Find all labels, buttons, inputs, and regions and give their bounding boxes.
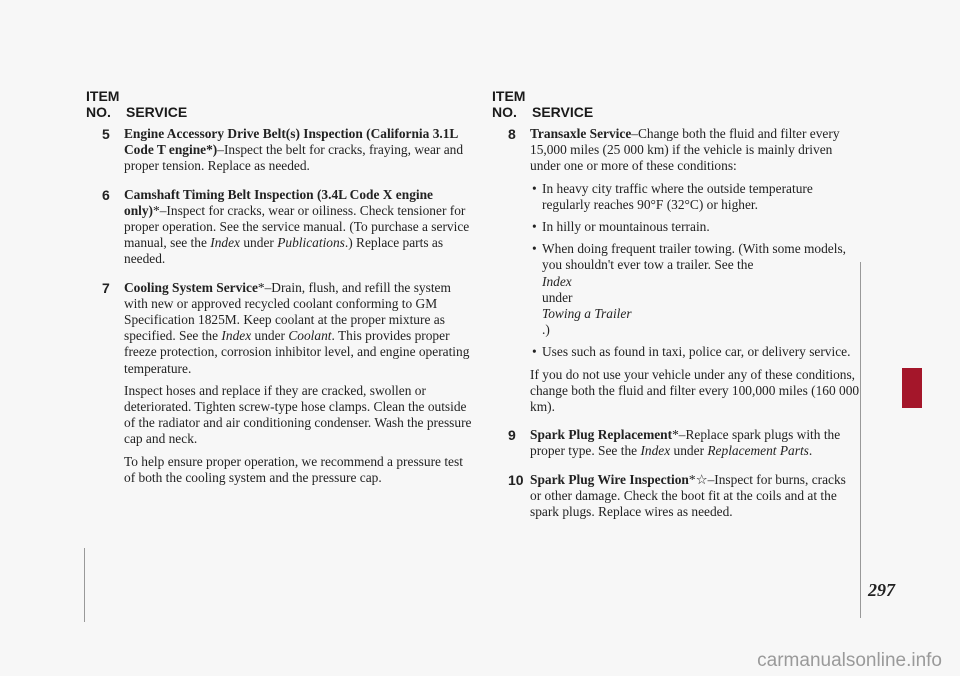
item-number: 9 (508, 427, 516, 444)
service-entry-8 (490, 126, 860, 421)
section-tab-marker (902, 368, 922, 408)
item-header: ITEM (86, 88, 120, 104)
index-ref: Index (210, 235, 241, 251)
entry-title: Engine Accessory Drive Belt(s) Inspection (California 3.1L Code T engine*) (124, 126, 458, 158)
service-entry-9 (490, 427, 860, 465)
list-item (530, 219, 860, 235)
entry-text: *–Inspect for cracks, wear or oiliness. Check tensioner for proper operation. See the service manual. (To purchase a service manual, see the (124, 202, 470, 251)
item-header: ITEM (492, 88, 526, 104)
entry-text: *–Drain, flush, and refill the system with new or approved recycled coolant conforming to GM Specification 1825M. Keep coolant at the proper mixture as specified. See the (124, 279, 451, 344)
entry-text: . (808, 443, 813, 459)
entry-text: –Change both the fluid and filter every 15,000 miles (25 000 km) if the vehicle is mainly driven under one or more of these conditions: (530, 126, 840, 174)
index-topic: Publications (277, 235, 345, 251)
item-number: 5 (102, 126, 110, 142)
index-ref: Index (221, 328, 252, 344)
service-entry-5 (84, 126, 474, 181)
service-header: SERVICE (126, 104, 188, 120)
entry-title: Cooling System Service (124, 279, 258, 295)
left-column (84, 88, 474, 492)
index-topic: Replacement Parts (707, 443, 809, 459)
index-topic: Towing a Trailer (542, 306, 632, 322)
list-item-text: • When doing frequent trailer towing. (With some models, you shouldn't ever tow a trailer. See the (542, 241, 847, 273)
list-item-text: • Uses such as found in taxi, police car, or delivery service. (542, 344, 851, 360)
entry-text: .) Replace parts as needed. (124, 235, 444, 267)
entry-text: *☆–Inspect for burns, cracks or other damage. Check the boot fit at the coils and at the spark plugs. Replace wires as needed. (530, 471, 846, 520)
entry-title: Spark Plug Wire Inspection (530, 471, 689, 487)
entry-paragraph: If you do not use your vehicle under any of these conditions, change both the fluid and filter every 100,000 miles (160 000 km). (530, 366, 860, 415)
service-entry-7 (84, 280, 474, 492)
list-item-text: • In heavy city traffic where the outside temperature regularly reaches 90°F (32°C) or higher. (542, 180, 813, 212)
entry-text: . This provides proper freeze protection, corrosion inhibitor level, and engine operating temperature. (124, 328, 470, 376)
vertical-rule (860, 262, 861, 618)
list-item (530, 181, 860, 213)
conditions-list (530, 181, 860, 361)
list-item-text: .) (542, 322, 550, 338)
right-column (490, 88, 860, 526)
entry-text: under (240, 235, 278, 251)
entry-text: *–Replace spark plugs with the proper type. See the (530, 427, 841, 459)
item-number: 8 (508, 126, 516, 142)
watermark: carmanualsonline.info (757, 650, 942, 671)
column-header-row (490, 104, 860, 120)
service-header: SERVICE (532, 104, 594, 120)
entry-title: Camshaft Timing Belt Inspection (3.4L Code X engine only) (124, 186, 434, 218)
list-item-text: under (542, 289, 573, 305)
column-header-row (84, 104, 474, 120)
list-item (530, 344, 860, 360)
entry-title: Spark Plug Replacement (530, 427, 673, 443)
service-entry-6 (84, 187, 474, 274)
item-number: 6 (102, 186, 110, 203)
no-header: NO. (492, 104, 517, 120)
entry-text: –Inspect the belt for cracks, fraying, wear and proper tension. Replace as needed. (124, 142, 464, 174)
index-ref: Index (640, 443, 671, 459)
entry-title: Transaxle Service (530, 126, 632, 141)
vertical-rule (84, 548, 85, 622)
entry-text: under (251, 328, 289, 344)
item-number: 10 (508, 471, 524, 488)
list-item (530, 241, 860, 338)
index-ref: Index (542, 273, 572, 289)
no-header: NO. (86, 104, 111, 120)
list-item-text: • In hilly or mountainous terrain. (542, 219, 710, 235)
index-topic: Coolant (288, 328, 332, 344)
page-number: 297 (868, 580, 895, 600)
entry-paragraph: To help ensure proper operation, we recommend a pressure test of both the cooling system and the pressure cap. (124, 453, 463, 485)
service-entry-10 (490, 472, 860, 527)
item-number: 7 (102, 279, 110, 296)
entry-paragraph: Inspect hoses and replace if they are cracked, swollen or deteriorated. Tighten screw-type hose clamps. Clean the outside of the radiator and air conditioning condenser. Wash the pressure cap and neck. (124, 382, 472, 447)
entry-text: under (670, 443, 708, 459)
